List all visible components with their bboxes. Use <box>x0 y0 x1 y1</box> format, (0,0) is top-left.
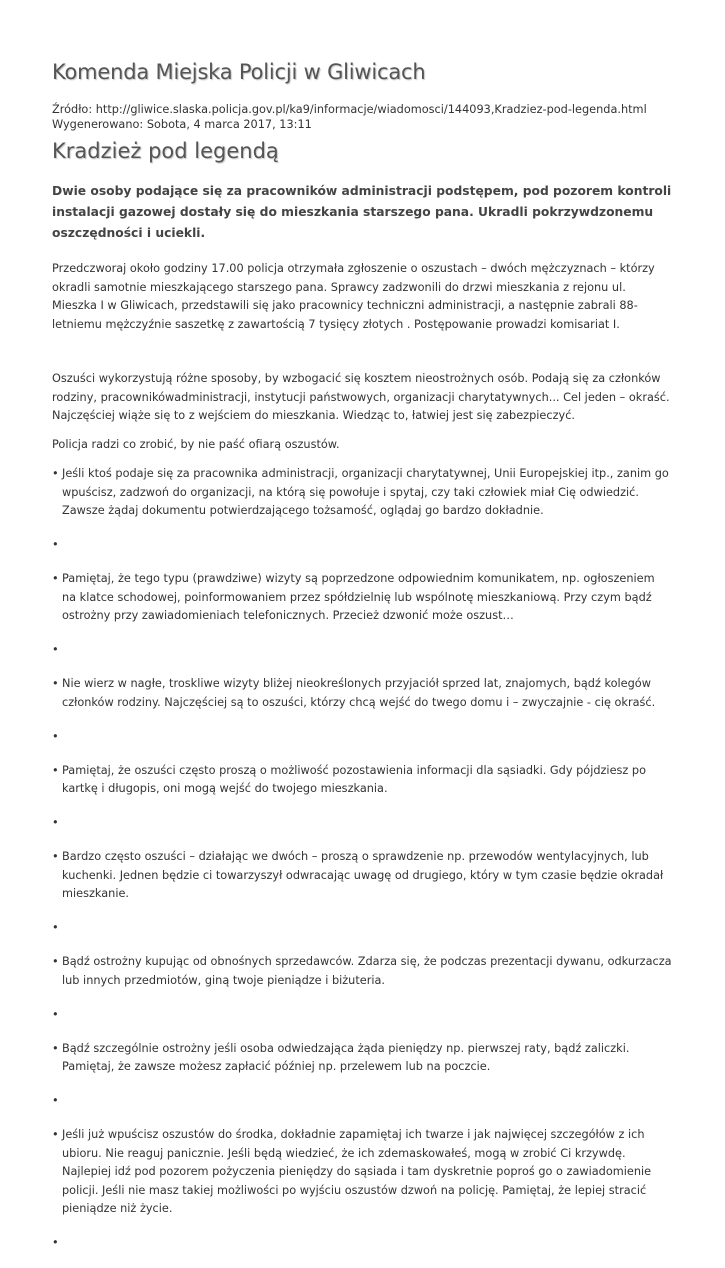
tip-item: • Pamiętaj, że oszuści często proszą o możliwość pozostawienia informacji dla sąsiadki. Gdy pójdziesz po kartkę i długopis, oni mogą wejść do twojego mieszkania. <box>52 762 672 799</box>
tips-list <box>52 465 672 1268</box>
generated-line: Wygenerowano: Sobota, 4 marca 2017, 13:11 <box>52 118 312 131</box>
tip-item: • Nie wierz w nagłe, troskliwe wizyty bliżej nieokreślonych przyjaciół sprzed lat, znajomych, bądź kolegów członków rodziny. Najczęściej są to oszuści, którzy chcą wejść do twego domu i – zwyczajnie - cię okraść. <box>52 675 672 712</box>
tip-item: • Pamiętaj, że tego typu (prawdziwe) wizyty są poprzedzone odpowiednim komunikatem, np. ogłoszeniem na klatce schodowej, poinformowaniem przez spółdzielnię lub wspólnotę mieszkaniową. Przy czym bądź ostrożny przy zawiadomieniach telefonicznych. Przecież dzwonić może oszust… <box>52 570 672 626</box>
empty-list-item <box>52 536 672 555</box>
article-title: Kradzież pod legendą <box>52 139 279 163</box>
tip-item: • Jeśli już wpuścisz oszustów do środka, dokładnie zapamiętaj ich twarze i jak najwięcej szczegółów z ich ubioru. Nie reaguj panicznie. Jeśli będą wiedzieć, że ich zdemaskowałeś, mogą w zrobić Ci krzywdę. Najlepiej idź pod pozorem pożyczenia pieniędzy do sąsiada i tam dyskretnie poproś go o zawiadomienie policji. Jeśli nie masz takiej możliwości po wyjściu oszustów dzwoń na policję. Pamiętaj, że lepiej stracić pieniądze niż życie. <box>52 1126 672 1219</box>
empty-list-item <box>52 1006 672 1025</box>
empty-list-item <box>52 1092 672 1111</box>
document-meta <box>52 102 647 132</box>
empty-list-item <box>52 1234 672 1253</box>
tip-item: • Jeśli ktoś podaje się za pracownika administracji, organizacji charytatywnej, Unii Europejskiej itp., zanim go wpuścisz, zadzwoń do organizacji, na którą się powołuje i spytaj, czy taki człowiek miał Cię odwiedzić. Zawsze żądaj dokumentu potwierdzającego tożsamość, oglądaj go bardzo dokładnie. <box>52 465 672 521</box>
article-paragraph-2: Oszuści wykorzystują różne sposoby, by wzbogacić się kosztem nieostrożnych osób. Podają się za członków rodziny, pracownikówadministracji, instytucji państwowych, organizacji charytatywnych... Cel jeden – okraść. Najczęściej wiąże się to z wejściem do mieszkania. Wiedząc to, łatwiej jest się zabezpieczyć. <box>52 372 670 422</box>
source-line: Źródło: http://gliwice.slaska.policja.gov.pl/ka9/informacje/wiadomosci/144093,Kradziez-pod-legenda.html <box>52 103 647 116</box>
empty-list-item <box>52 641 672 660</box>
empty-list-item <box>52 814 672 833</box>
tip-item: • Bądź ostrożny kupując od obnośnych sprzedawców. Zdarza się, że podczas prezentacji dywanu, odkurzacza lub innych przedmiotów, giną twoje pieniądze i biżuteria. <box>52 953 672 990</box>
tip-item: • Bądź szczególnie ostrożny jeśli osoba odwiedzająca żąda pieniędzy np. pierwszej raty, bądź zaliczki. Pamiętaj, że zawsze możesz zapłacić później np. przelewem lub na poczcie. <box>52 1040 672 1077</box>
article-lead: Dwie osoby podające się za pracowników administracji podstępem, pod pozorem kontroli instalacji gazowej dostały się do mieszkania starszego pana. Ukradli pokrzywdzonemu oszczędności i uciekli. <box>52 184 672 240</box>
article-paragraph-1: Przedczworaj około godziny 17.00 policja otrzymała zgłoszenie o oszustach – dwóch mężczyznach – którzy okradli samotnie mieszkającego starszego pana. Sprawcy zadzwonili do drzwi mieszkania z rejonu ul. Mieszka I w Gliwicach, przedstawili się jako pracownicy techniczni administracji, a następnie zabrali 88-letniemu mężczyźnie saszetkę z zawartością 7 tysięcy złotych . Postępowanie prowadzi komisariat I. <box>52 262 655 331</box>
empty-list-item <box>52 919 672 938</box>
site-title: Komenda Miejska Policji w Gliwicach <box>52 60 426 84</box>
article-paragraph-3: Policja radzi co zrobić, by nie paść ofiarą oszustów. <box>52 438 340 451</box>
tip-item: • Bardzo często oszuści – działając we dwóch – proszą o sprawdzenie np. przewodów wentylacyjnych, lub kuchenki. Jednen będzie ci towarzyszył odwracając uwagę od drugiego, który w tym czasie będzie okradał mieszkanie. <box>52 848 672 904</box>
empty-list-item <box>52 728 672 747</box>
